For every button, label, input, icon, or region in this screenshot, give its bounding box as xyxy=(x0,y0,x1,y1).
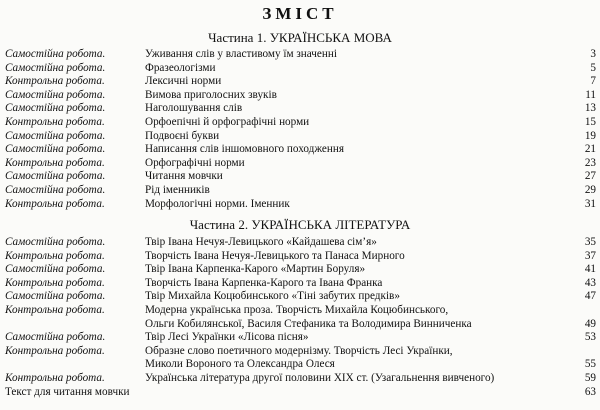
toc-item-line: Твір Івана Нечуя-Левицького «Кайдашева сім’я» xyxy=(145,236,377,248)
toc-item-title xyxy=(145,250,405,264)
toc-item-title xyxy=(145,157,245,171)
toc-work-type: Самостійна робота. xyxy=(5,61,106,74)
toc-page-number: 27 xyxy=(584,170,596,183)
toc-row[interactable] xyxy=(0,250,600,264)
toc-item-line: Творчість Івана Карпенка-Карого та Івана Франка xyxy=(145,276,383,289)
toc-item-line: Орфографічні норми xyxy=(145,156,245,169)
toc-row[interactable] xyxy=(0,184,600,198)
toc-page-number: 53 xyxy=(584,331,596,344)
toc-item-title xyxy=(145,184,210,198)
toc-work-type: Контрольна робота. xyxy=(5,303,105,316)
part2-heading: Частина 2. УКРАЇНСЬКА ЛІТЕРАТУРА xyxy=(189,217,411,232)
toc-row[interactable] xyxy=(0,331,600,345)
toc-item-title xyxy=(145,62,215,76)
toc-item-line: Вимова приголосних звуків xyxy=(145,88,277,101)
toc-row[interactable] xyxy=(0,198,600,212)
toc-item-title xyxy=(145,345,453,372)
toc-item-line: Лексичні норми xyxy=(145,75,222,88)
toc-work-type: Контрольна робота. xyxy=(5,156,105,169)
toc-item-title xyxy=(145,198,290,212)
toc-row[interactable] xyxy=(0,62,600,76)
toc-page-number: 31 xyxy=(584,197,596,210)
toc-page-number: 15 xyxy=(584,115,596,128)
toc-item-title xyxy=(145,170,223,184)
toc-work-type: Самостійна робота. xyxy=(5,183,106,196)
toc-work-type: Самостійна робота. xyxy=(5,88,106,101)
toc-item-title xyxy=(145,263,365,277)
toc-work-type: Самостійна робота. xyxy=(5,102,106,115)
toc-page-number: 13 xyxy=(584,102,596,115)
toc-row[interactable] xyxy=(0,48,600,62)
toc-item-title xyxy=(145,277,382,291)
toc-page-number: 21 xyxy=(584,143,596,156)
toc-item-line: Подвоєні букви xyxy=(145,129,220,142)
toc-row[interactable] xyxy=(0,290,600,304)
toc-item-line: Читання мовчки xyxy=(145,170,223,183)
toc-item-title xyxy=(145,290,400,304)
toc-row[interactable] xyxy=(0,143,600,157)
part2-list xyxy=(0,236,600,386)
toc-row[interactable] xyxy=(0,102,600,116)
toc-item-title: Текст для читання мовчки xyxy=(5,386,130,398)
toc-work-type: Самостійна робота. xyxy=(5,290,106,303)
toc-item-line: Орфоепічні й орфографічні норми xyxy=(145,115,310,128)
toc-item-line: Морфологічні норми. Іменник xyxy=(145,197,290,210)
toc-item-line: Твір Івана Карпенка-Карого «Мартин Боруля» xyxy=(145,263,366,276)
toc-page-number: 11 xyxy=(585,88,596,101)
part1-heading: Частина 1. УКРАЇНСЬКА МОВА xyxy=(208,30,392,45)
toc-row[interactable] xyxy=(0,75,600,89)
toc-item-line: Твір Михайла Коцюбинського «Тіні забутих предків» xyxy=(145,290,400,303)
toc-item-title xyxy=(145,130,219,144)
toc-item-line: Фразеологізми xyxy=(145,61,216,74)
toc-page-number: 3 xyxy=(590,48,596,60)
toc-item-title xyxy=(145,116,309,130)
toc-page-number: 23 xyxy=(584,156,596,169)
toc-page-number: 19 xyxy=(584,129,596,142)
toc-item-title xyxy=(145,236,377,250)
toc-row[interactable] xyxy=(0,304,600,331)
part1-list xyxy=(0,48,600,211)
toc-work-type: Самостійна робота. xyxy=(5,263,106,276)
toc-item-line: Образне слово поетичного модернізму. Творчість Лесі Українки, xyxy=(145,344,453,357)
toc-row[interactable] xyxy=(0,170,600,184)
toc-page-number: 5 xyxy=(590,61,596,74)
toc-item-line: Творчість Івана Нечуя-Левицького та Панаса Мирного xyxy=(145,249,405,262)
toc-page-number: 35 xyxy=(584,236,596,248)
toc-item-line: Рід іменників xyxy=(145,183,210,196)
page-title: ЗМІСТ xyxy=(262,4,338,23)
toc-work-type: Самостійна робота. xyxy=(5,236,106,248)
toc-item-line: Уживання слів у властивому їм значенні xyxy=(145,48,337,60)
toc-page-number: 43 xyxy=(584,276,596,289)
toc-row[interactable] xyxy=(0,236,600,250)
toc-item-line: Написання слів іншомовного походження xyxy=(145,143,345,156)
toc-page-number: 47 xyxy=(584,290,596,303)
toc-page-number: 7 xyxy=(590,75,596,88)
toc-work-type: Самостійна робота. xyxy=(5,129,106,142)
toc-item-line: Миколи Вороного та Олександра Олеся xyxy=(145,358,335,371)
toc-item-title xyxy=(145,304,472,331)
toc-item-title xyxy=(145,372,494,386)
toc-page-number: 63 xyxy=(584,386,596,398)
toc-work-type: Контрольна робота. xyxy=(5,115,105,128)
toc-work-type: Контрольна робота. xyxy=(5,371,105,384)
toc-row[interactable] xyxy=(0,277,600,291)
toc-item-line: Наголошування слів xyxy=(145,102,243,115)
toc-item-title xyxy=(145,75,221,89)
toc-item-line: Твір Лесі Українки «Лісова пісня» xyxy=(145,331,309,344)
toc-item-line: Українська література другої половини XIX ст. (Узагальнення вивченого) xyxy=(145,371,495,384)
toc-row[interactable] xyxy=(0,345,600,372)
toc-item-line: Ольги Кобилянської, Василя Стефаника та Володимира Винниченка xyxy=(145,317,472,330)
toc-item-title xyxy=(145,89,277,103)
toc-row[interactable] xyxy=(0,372,600,386)
toc-work-type: Контрольна робота. xyxy=(5,276,105,289)
toc-work-type: Контрольна робота. xyxy=(5,344,105,357)
toc-work-type: Контрольна робота. xyxy=(5,75,105,88)
toc-page-number: 41 xyxy=(584,263,596,276)
toc-page-number: 49 xyxy=(584,317,596,330)
toc-page-number: 55 xyxy=(584,358,596,371)
toc-work-type: Самостійна робота. xyxy=(5,170,106,183)
toc-item-line: Модерна українська проза. Творчість Михайла Коцюбинського, xyxy=(145,303,449,316)
toc-item-title xyxy=(145,331,308,345)
toc-item-title xyxy=(145,48,337,62)
toc-row-footer[interactable] xyxy=(0,386,600,400)
toc-page-number: 37 xyxy=(584,249,596,262)
toc-item-title xyxy=(145,143,344,157)
toc-page-number: 59 xyxy=(584,371,596,384)
toc-work-type: Контрольна робота. xyxy=(5,197,105,210)
toc-work-type: Самостійна робота. xyxy=(5,143,106,156)
toc-row[interactable] xyxy=(0,157,600,171)
toc-work-type: Самостійна робота. xyxy=(5,48,106,60)
toc-row[interactable] xyxy=(0,116,600,130)
toc-page-number: 29 xyxy=(584,183,596,196)
toc-work-type: Контрольна робота. xyxy=(5,249,105,262)
toc-row[interactable] xyxy=(0,89,600,103)
toc-row[interactable] xyxy=(0,130,600,144)
footer-list xyxy=(0,386,600,400)
toc-item-title xyxy=(145,102,242,116)
toc-row[interactable] xyxy=(0,263,600,277)
toc-work-type: Самостійна робота. xyxy=(5,331,106,344)
